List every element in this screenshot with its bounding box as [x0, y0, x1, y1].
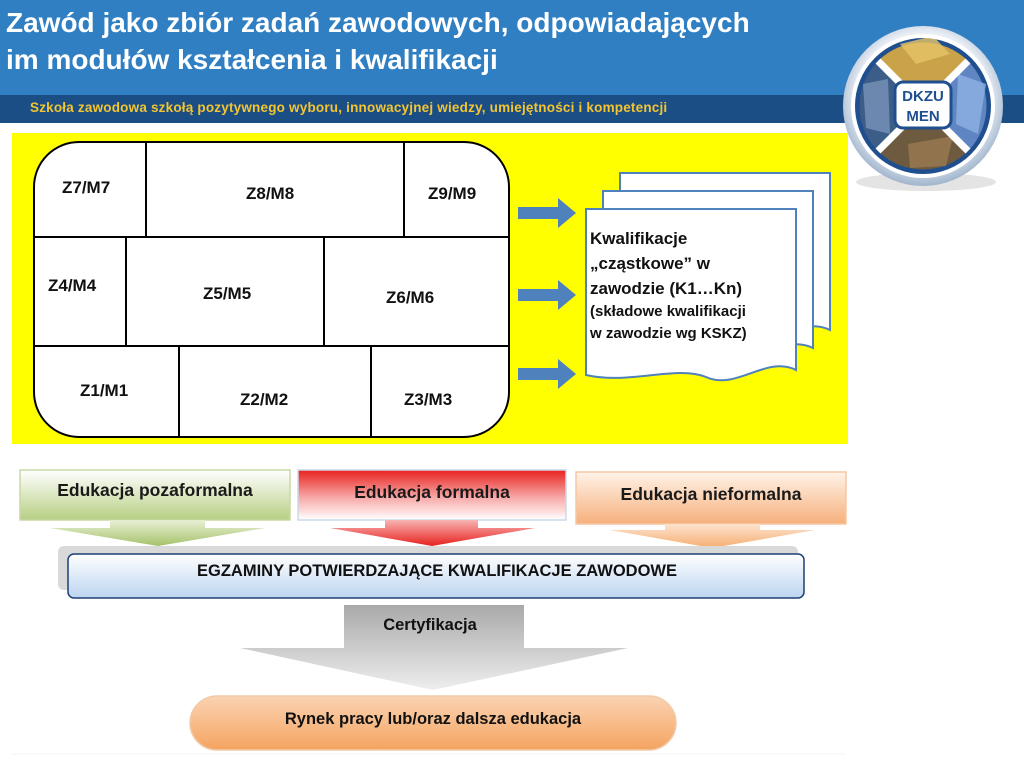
arrows-to-document — [518, 198, 576, 389]
doc-line-2: „cząstkowe” w — [590, 254, 710, 273]
module-z6-m6: Z6/M6 — [386, 288, 435, 307]
module-z2-m2: Z2/M2 — [240, 390, 289, 409]
module-z8-m8: Z8/M8 — [246, 184, 295, 203]
module-z9-m9: Z9/M9 — [428, 184, 477, 203]
doc-line-5: w zawodzie wg KSKZ) — [590, 325, 747, 342]
market-label: Rynek pracy lub/oraz dalsza edukacja — [284, 710, 582, 728]
module-z7-m7: Z7/M7 — [62, 178, 111, 197]
module-z3-m3: Z3/M3 — [404, 390, 453, 409]
module-z5-m5: Z5/M5 — [203, 284, 252, 303]
document-text — [590, 226, 795, 345]
logo-text-2: MEN — [906, 108, 940, 125]
doc-line-3: zawodzie (K1…Kn) — [590, 279, 743, 298]
module-z1-m1: Z1/M1 — [80, 381, 129, 400]
dkzu-men-logo — [838, 24, 1008, 194]
certification-label: Certyfikacja — [383, 616, 477, 634]
exams-label: EGZAMINY POTWIERDZAJĄCE KWALIFIKACJE ZAWODOWE — [196, 562, 678, 580]
education-informal-label: Edukacja nieformalna — [620, 484, 802, 504]
page-title — [6, 4, 866, 78]
logo-text-1: DKZU — [902, 88, 944, 105]
arrow-right-icon — [518, 359, 576, 389]
arrow-right-icon — [518, 280, 576, 310]
subtitle: Szkoła zawodowa szkołą pozytywnego wyboru, innowacyjnej wiedzy, umiejętności i kompetencji — [30, 100, 668, 115]
doc-line-4: (składowe kwalifikacji — [590, 303, 746, 320]
arrow-right-icon — [518, 198, 576, 228]
education-formal-label: Edukacja formalna — [354, 482, 510, 502]
module-z4-m4: Z4/M4 — [48, 276, 97, 295]
down-arrow-icon — [330, 520, 535, 546]
title-line-2: im modułów kształcenia i kwalifikacji — [6, 44, 498, 75]
title-line-1: Zawód jako zbiór zadań zawodowych, odpowiadających — [6, 7, 750, 38]
education-nonformal-label: Edukacja pozaformalna — [57, 480, 253, 500]
down-arrow-icon — [610, 524, 815, 548]
doc-line-1: Kwalifikacje — [590, 229, 688, 248]
down-arrow-icon — [50, 520, 265, 546]
